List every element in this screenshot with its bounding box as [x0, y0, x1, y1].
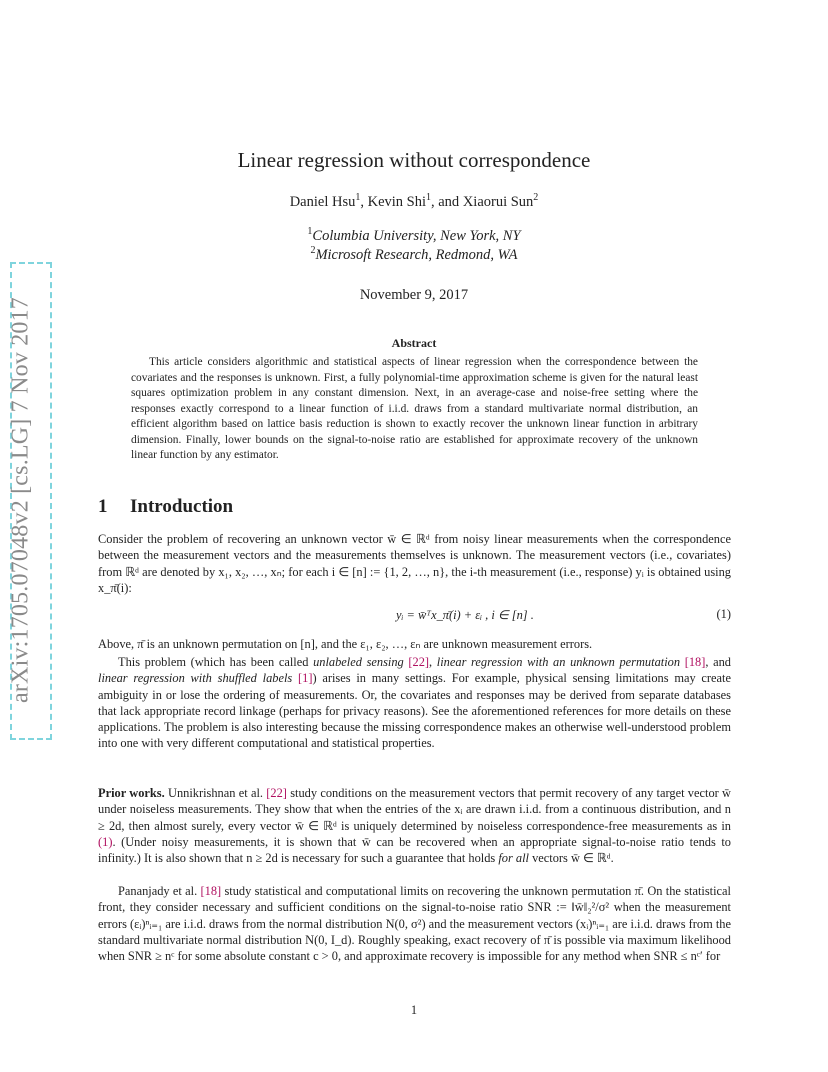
abstract-text: This article considers algorithmic and statistical aspects of linear regression when the correspondence between the covariates and the responses is unknown. First, a fully polynomial-time approximation scheme is given for the natural least squares optimization problem in any constant dimension. Next, in an average-case and noise-free setting where the responses exactly correspond to a linear function of i.i.d. draws from a standard multivariate normal distribution, an efficient algorithm based on lattice basis reduction is shown to exactly recover the unknown linear function in arbitrary dimension. Finally, lower bounds on the signal-to-noise ratio are established for approximate recovery of the unknown linear function by any estimator.: [131, 356, 698, 461]
emphasized-term: linear regression with an unknown permutation: [436, 655, 681, 669]
text-run: Unnikrishnan et al.: [164, 786, 267, 800]
citation-link[interactable]: [18]: [684, 655, 706, 669]
section-title: Introduction: [130, 496, 234, 517]
paper-title: Linear regression without correspondence: [237, 148, 591, 172]
citation-link[interactable]: [1]: [298, 671, 313, 686]
affiliation-mark: 2: [310, 245, 316, 256]
affiliation-text: Microsoft Research, Redmond, WA: [315, 246, 518, 263]
equation-expression: yᵢ = w̄ᵀx_π̄(i) + εᵢ , i ∈ [n] .: [396, 608, 534, 622]
paper-date: November 9, 2017: [359, 287, 469, 303]
emphasized-term: for all: [498, 851, 529, 866]
citation-link[interactable]: [22]: [266, 786, 287, 800]
author-affiliation-mark: 1: [355, 192, 361, 203]
intro-paragraph-1: Consider the problem of recovering an unknown vector w̄ ∈ ℝᵈ from noisy linear measurements when the correspondence between the measurement vectors and the measurements themselves is unknown. The measurement vectors (i.e., covariates) from ℝᵈ are denoted by x₁, x₂, …, xₙ; for each i ∈ [n] := {1, 2, …, n}, the i-th measurement (i.e., response) yᵢ is obtained using x_π̄(i):: [98, 532, 731, 595]
text-run: vectors w̄ ∈ ℝᵈ.: [528, 851, 614, 866]
author-list: [0, 192, 828, 211]
text-run: study statistical and computational limits on recovering the unknown permutation π̄. On the statistical front, they consider necessary and sufficient conditions on the signal-to-noise ratio SNR := ‖w̄‖₂²/σ² when the measurement errors (εᵢ)ⁿᵢ₌₁ are i.i.d. draws from the normal distribution N(0, σ²) and the measurement vectors (xᵢ)ⁿᵢ₌₁ are i.i.d. draws from the standard multivariate normal distribution N(0, I_d). Roughly speaking, exact recovery of π̄ is possible via maximum likelihood when SNR ≥ nᶜ for some absolute constant c > 0, and approximate recovery is impossible for any method when SNR ≤ nᶜ′ for: [98, 884, 731, 964]
emphasized-term: unlabeled sensing: [313, 655, 404, 669]
arxiv-identifier[interactable]: arXiv:1705.07048v2 [cs.LG] 7 Nov 2017: [7, 296, 34, 704]
intro-paragraph-3: [98, 654, 731, 752]
pananjady-paragraph: [98, 883, 731, 964]
equation-number: (1): [716, 607, 731, 621]
text-run: Pananjady et al.: [118, 884, 201, 898]
citation-link[interactable]: [18]: [200, 884, 222, 898]
page-number: 1: [410, 1003, 418, 1017]
text-run: This problem (which has been called: [118, 655, 314, 669]
prior-works-paragraph: [98, 785, 731, 866]
text-run: ) arises in many settings. For example, physical sensing limitations may create ambiguity in or lose the ordering of measurements. Or, the covariates and responses may be derived from separate databases that lack appropriate record linkage (perhaps for privacy reasons). See the aforementioned references for more details on these applications. The problem is also interesting because the missing correspondence makes an otherwise well-understood problem into one with very different computational and statistical properties.: [98, 671, 731, 751]
affiliation-mark: 1: [307, 226, 313, 237]
abstract-heading: Abstract: [391, 336, 437, 350]
author-separator: , and: [431, 193, 463, 210]
text-run: ,: [429, 655, 437, 669]
affiliation-1: [0, 226, 828, 245]
intro-paragraph-2: Above, π̄ is an unknown permutation on [n], and the ε₁, ε₂, …, εₙ are unknown measurement errors.: [98, 637, 593, 651]
section-heading: [98, 496, 233, 518]
text-run: . (Under noisy measurements, it is shown that w̄ can be recovered when an appropriate signal-to-noise ratio tends to infinity.) It is also shown that n ≥ 2d is necessary for such a guarantee that holds: [98, 834, 731, 866]
citation-link[interactable]: [22]: [408, 655, 430, 669]
emphasized-term: linear regression with shuffled labels: [98, 671, 293, 686]
author-name: Kevin Shi: [367, 193, 426, 210]
author-name: Xiaorui Sun: [462, 193, 534, 210]
author-separator: ,: [360, 193, 368, 210]
affiliation-text: Columbia University, New York, NY: [312, 227, 521, 244]
author-name: Daniel Hsu: [289, 193, 356, 210]
affiliation-2: [0, 245, 828, 264]
author-affiliation-mark: 2: [533, 192, 539, 203]
author-affiliation-mark: 1: [426, 192, 431, 203]
text-run: study conditions on the measurement vectors that permit recovery of any target vector w̄ under noiseless measurements. They show that when the entries of the xᵢ are drawn i.i.d. from a continuous distribution, and n ≥ 2d, then almost surely, every vector w̄ ∈ ℝᵈ is uniquely determined by noiseless correspondence-free measurements as in: [98, 786, 731, 833]
text-run: , and: [705, 655, 731, 669]
section-number: 1: [98, 496, 108, 517]
paragraph-heading: Prior works.: [98, 786, 165, 800]
equation-reference-link[interactable]: (1): [98, 834, 113, 849]
